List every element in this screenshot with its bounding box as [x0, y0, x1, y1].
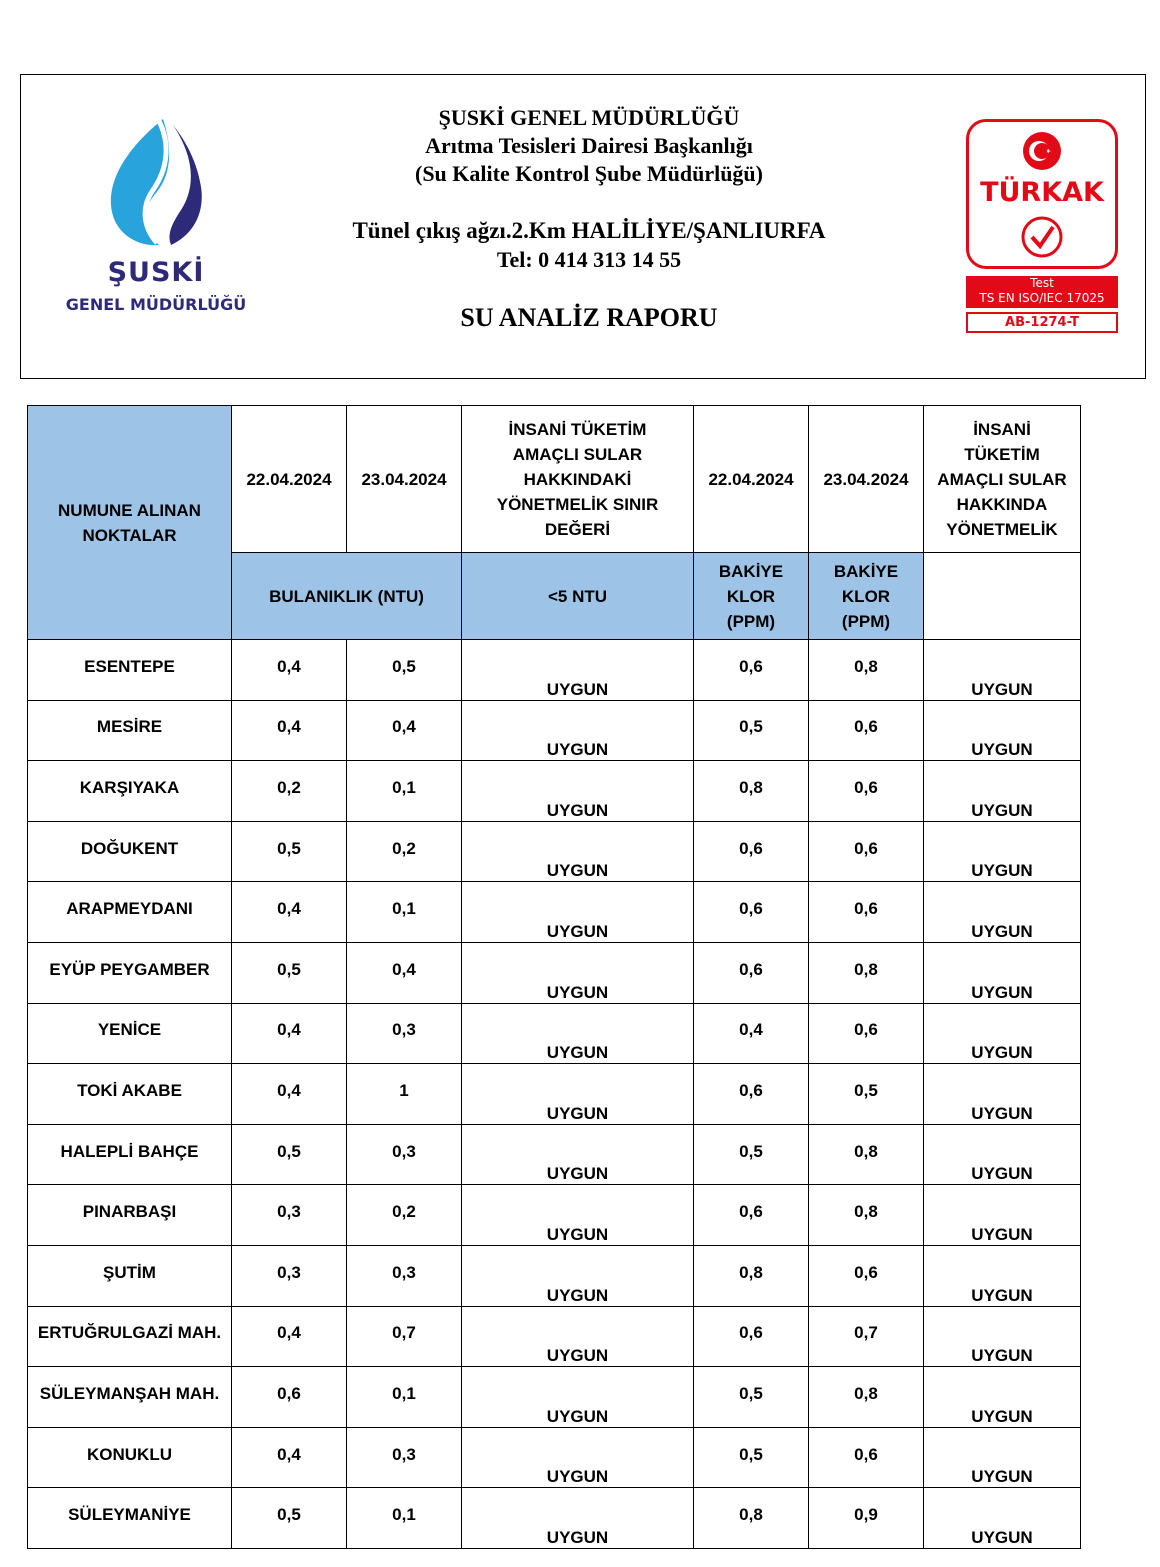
chlorine-status — [924, 640, 1081, 701]
turbidity-value-2-text: 0,4 — [392, 959, 416, 979]
chlorine-value-2-text: 0,5 — [854, 1080, 878, 1100]
col-date-4: 23.04.2024 — [809, 406, 924, 553]
sample-point-name-text: YENİCE — [97, 1020, 162, 1040]
sample-point-name — [28, 1124, 232, 1185]
turbidity-value-1-text: 0,5 — [277, 1141, 301, 1161]
table-row — [28, 1245, 1081, 1306]
turbidity-value-1 — [232, 1064, 347, 1125]
table-row — [28, 1185, 1081, 1246]
turbidity-value-1 — [232, 1306, 347, 1367]
table-row — [28, 1488, 1081, 1549]
chlorine-value-1-text: 0,5 — [739, 1383, 763, 1403]
col-turbidity-limit-title: İNSANİ TÜKETİM AMAÇLI SULAR HAKKINDAKİ YÖNETMELİK SINIR DEĞERİ — [462, 406, 694, 553]
turbidity-status-text: UYGUN — [546, 1467, 609, 1487]
turbidity-value-2-text: 0,1 — [392, 1505, 416, 1525]
turbidity-status-text: UYGUN — [546, 982, 609, 1002]
chlorine-value-2 — [809, 1488, 924, 1549]
chlorine-value-1-text: 0,5 — [739, 1141, 763, 1161]
chlorine-status — [924, 1306, 1081, 1367]
turbidity-status-text: UYGUN — [546, 1527, 609, 1547]
sample-point-name — [28, 1245, 232, 1306]
sample-point-name-text: SÜLEYMANİYE — [68, 1505, 191, 1525]
sample-point-name-text: PINARBAŞI — [82, 1202, 177, 1222]
chlorine-status — [924, 1185, 1081, 1246]
chlorine-status-text: UYGUN — [971, 1285, 1033, 1305]
chlorine-value-2 — [809, 1427, 924, 1488]
turbidity-status — [462, 882, 694, 943]
chlorine-status-text: UYGUN — [971, 679, 1033, 699]
sample-point-name-text: EYÜP PEYGAMBER — [49, 959, 210, 979]
sample-point-name-text: ŞUTİM — [103, 1262, 156, 1282]
turbidity-status-text: UYGUN — [546, 679, 609, 699]
turbidity-value-1 — [232, 700, 347, 761]
turbidity-status — [462, 821, 694, 882]
turbidity-value-1-text: 0,5 — [277, 959, 301, 979]
chlorine-value-1-text: 0,6 — [739, 959, 763, 979]
turbidity-value-1-text: 0,2 — [277, 777, 301, 797]
chlorine-status — [924, 1064, 1081, 1125]
sample-point-name-text: KARŞIYAKA — [79, 777, 180, 797]
chlorine-status — [924, 1427, 1081, 1488]
chlorine-value-2-text: 0,6 — [854, 717, 878, 737]
col-date-1: 22.04.2024 — [232, 406, 347, 553]
chlorine-value-2 — [809, 942, 924, 1003]
sample-point-name — [28, 1306, 232, 1367]
turbidity-value-2-text: 0,1 — [392, 1383, 416, 1403]
turbidity-value-2 — [347, 1306, 462, 1367]
table-row — [28, 821, 1081, 882]
chlorine-status-text: UYGUN — [971, 1406, 1033, 1426]
turkak-accreditation-logo — [966, 119, 1118, 337]
chlorine-value-2 — [809, 821, 924, 882]
turbidity-value-2 — [347, 1245, 462, 1306]
chlorine-status — [924, 882, 1081, 943]
chlorine-value-2 — [809, 1306, 924, 1367]
results-table — [27, 405, 1081, 1549]
chlorine-value-1-text: 0,6 — [739, 899, 763, 919]
turbidity-value-2-text: 0,1 — [392, 777, 416, 797]
turbidity-value-2 — [347, 761, 462, 822]
turbidity-value-1 — [232, 1245, 347, 1306]
chlorine-status — [924, 821, 1081, 882]
chlorine-value-2 — [809, 640, 924, 701]
col-date-3: 22.04.2024 — [694, 406, 809, 553]
regulation-empty-cell — [924, 553, 1081, 640]
turbidity-status — [462, 1306, 694, 1367]
chlorine-status-text: UYGUN — [971, 740, 1033, 760]
turbidity-limit: <5 NTU — [462, 553, 694, 640]
chlorine-value-1-text: 0,6 — [739, 1323, 763, 1343]
turbidity-value-1 — [232, 1003, 347, 1064]
turbidity-value-1 — [232, 942, 347, 1003]
turkak-standard: TS EN ISO/IEC 17025 — [979, 291, 1105, 305]
sample-point-name — [28, 1367, 232, 1428]
sample-point-name-text: ESENTEPE — [84, 656, 175, 676]
chlorine-value-1-text: 0,5 — [739, 717, 763, 737]
turbidity-status-text: UYGUN — [546, 1406, 609, 1426]
chlorine-value-2-text: 0,8 — [854, 656, 878, 676]
table-row — [28, 1003, 1081, 1064]
turbidity-value-2-text: 0,7 — [392, 1323, 416, 1343]
turbidity-value-2 — [347, 1003, 462, 1064]
chlorine-value-1-text: 0,6 — [739, 656, 763, 676]
org-name: ŞUSKİ GENEL MÜDÜRLÜĞÜ — [438, 105, 740, 130]
col-regulation: İNSANİ TÜKETİM AMAÇLI SULAR HAKKINDA YÖNETMELİK — [924, 406, 1081, 553]
sample-point-name-text: TOKİ AKABE — [77, 1080, 182, 1100]
chlorine-status — [924, 761, 1081, 822]
sample-point-name — [28, 761, 232, 822]
address: Tünel çıkış ağzı.2.Km HALİLİYE/ŞANLIURFA — [352, 218, 826, 243]
chlorine-status — [924, 1488, 1081, 1549]
turbidity-value-2-text: 0,5 — [392, 656, 416, 676]
chlorine-status-text: UYGUN — [971, 1346, 1033, 1366]
chlorine-value-2-text: 0,8 — [854, 1383, 878, 1403]
chlorine-label-1: BAKİYE KLOR (PPM) — [694, 553, 809, 640]
chlorine-value-1 — [694, 1306, 809, 1367]
turbidity-value-1 — [232, 1185, 347, 1246]
turbidity-value-2-text: 0,3 — [392, 1141, 416, 1161]
header-row-1 — [28, 406, 1081, 553]
turbidity-value-2-text: 1 — [399, 1080, 409, 1100]
sample-point-name — [28, 700, 232, 761]
chlorine-value-2 — [809, 1367, 924, 1428]
chlorine-status — [924, 1367, 1081, 1428]
turbidity-value-2-text: 0,1 — [392, 899, 416, 919]
chlorine-status-text: UYGUN — [971, 982, 1033, 1002]
chlorine-value-2-text: 0,8 — [854, 1202, 878, 1222]
turbidity-status-text: UYGUN — [546, 1346, 609, 1366]
turbidity-value-2 — [347, 640, 462, 701]
sample-point-name-text: HALEPLİ BAHÇE — [60, 1141, 199, 1161]
chlorine-status-text: UYGUN — [971, 800, 1033, 820]
col-date-2: 23.04.2024 — [347, 406, 462, 553]
turbidity-value-1-text: 0,4 — [277, 1080, 301, 1100]
sample-point-name-text: ARAPMEYDANI — [66, 899, 193, 919]
turbidity-status — [462, 640, 694, 701]
chlorine-status — [924, 700, 1081, 761]
turbidity-value-1-text: 0,3 — [277, 1262, 301, 1282]
chlorine-value-1 — [694, 1427, 809, 1488]
chlorine-value-1-text: 0,5 — [739, 1444, 763, 1464]
table-row — [28, 942, 1081, 1003]
turbidity-status-text: UYGUN — [546, 1224, 609, 1244]
turbidity-value-1-text: 0,5 — [277, 838, 301, 858]
sample-point-name — [28, 821, 232, 882]
sample-point-name-text: SÜLEYMANŞAH MAH. — [39, 1383, 220, 1403]
chlorine-value-2-text: 0,8 — [854, 1141, 878, 1161]
turbidity-value-1 — [232, 1488, 347, 1549]
turbidity-value-1-text: 0,4 — [277, 1444, 301, 1464]
sample-point-name — [28, 942, 232, 1003]
chlorine-status — [924, 1124, 1081, 1185]
turkak-code: AB-1274-T — [966, 312, 1118, 333]
turbidity-status — [462, 1245, 694, 1306]
turbidity-value-2-text: 0,2 — [392, 1202, 416, 1222]
turkak-brand: TÜRKAK — [980, 177, 1104, 208]
sample-point-name — [28, 882, 232, 943]
turbidity-value-2-text: 0,4 — [392, 717, 416, 737]
table-row — [28, 882, 1081, 943]
crescent-star-icon — [1022, 131, 1062, 171]
chlorine-value-1-text: 0,8 — [739, 1262, 763, 1282]
turbidity-value-1 — [232, 640, 347, 701]
table-row — [28, 761, 1081, 822]
turbidity-value-1 — [232, 882, 347, 943]
turbidity-status-text: UYGUN — [546, 1164, 609, 1184]
turbidity-status — [462, 1427, 694, 1488]
turbidity-status — [462, 1003, 694, 1064]
table-row — [28, 1124, 1081, 1185]
chlorine-status-text: UYGUN — [971, 1224, 1033, 1244]
turbidity-value-2 — [347, 1427, 462, 1488]
turbidity-value-2 — [347, 700, 462, 761]
logo-name: ŞUSKİ — [107, 257, 205, 288]
turbidity-status-text: UYGUN — [546, 1043, 609, 1063]
chlorine-value-1-text: 0,8 — [739, 777, 763, 797]
chlorine-value-1-text: 0,4 — [739, 1020, 763, 1040]
chlorine-status-text: UYGUN — [971, 861, 1033, 881]
chlorine-value-1-text: 0,8 — [739, 1505, 763, 1525]
chlorine-value-2 — [809, 882, 924, 943]
chlorine-value-1-text: 0,6 — [739, 1080, 763, 1100]
chlorine-status-text: UYGUN — [971, 1164, 1033, 1184]
chlorine-value-1 — [694, 821, 809, 882]
chlorine-value-2-text: 0,6 — [854, 1020, 878, 1040]
chlorine-value-2 — [809, 1185, 924, 1246]
turbidity-status — [462, 700, 694, 761]
chlorine-value-2-text: 0,6 — [854, 1444, 878, 1464]
turkak-test-band — [966, 276, 1118, 308]
table-row — [28, 640, 1081, 701]
turbidity-value-1 — [232, 761, 347, 822]
chlorine-status — [924, 1245, 1081, 1306]
turbidity-value-2 — [347, 821, 462, 882]
chlorine-value-1 — [694, 1488, 809, 1549]
chlorine-value-1-text: 0,6 — [739, 838, 763, 858]
chlorine-value-2 — [809, 761, 924, 822]
turbidity-status — [462, 761, 694, 822]
turbidity-value-1-text: 0,6 — [277, 1383, 301, 1403]
table-row — [28, 1306, 1081, 1367]
chlorine-status — [924, 1003, 1081, 1064]
chlorine-status-text: UYGUN — [971, 1527, 1033, 1547]
turbidity-value-2 — [347, 882, 462, 943]
turbidity-value-1-text: 0,4 — [277, 1323, 301, 1343]
turbidity-value-1-text: 0,5 — [277, 1505, 301, 1525]
table-row — [28, 700, 1081, 761]
branch: (Su Kalite Kontrol Şube Müdürlüğü) — [415, 161, 763, 186]
turbidity-value-1 — [232, 1124, 347, 1185]
turbidity-value-1-text: 0,4 — [277, 1020, 301, 1040]
turbidity-value-2 — [347, 1124, 462, 1185]
sample-point-name — [28, 1427, 232, 1488]
turbidity-status — [462, 942, 694, 1003]
col-sample-points: NUMUNE ALINAN NOKTALAR — [28, 406, 232, 640]
chlorine-value-1 — [694, 882, 809, 943]
turbidity-value-2-text: 0,3 — [392, 1444, 416, 1464]
turbidity-value-1 — [232, 821, 347, 882]
suski-logo — [61, 115, 251, 325]
turbidity-status — [462, 1124, 694, 1185]
chlorine-value-2-text: 0,6 — [854, 899, 878, 919]
turbidity-value-1-text: 0,4 — [277, 656, 301, 676]
chlorine-value-1 — [694, 1245, 809, 1306]
sample-point-name — [28, 1003, 232, 1064]
chlorine-value-1 — [694, 942, 809, 1003]
turbidity-status-text: UYGUN — [546, 921, 609, 941]
turbidity-value-2 — [347, 1064, 462, 1125]
turbidity-value-2-text: 0,2 — [392, 838, 416, 858]
turbidity-value-2-text: 0,3 — [392, 1020, 416, 1040]
chlorine-status-text: UYGUN — [971, 921, 1033, 941]
chlorine-value-1-text: 0,6 — [739, 1202, 763, 1222]
table-row — [28, 1427, 1081, 1488]
chlorine-value-1 — [694, 640, 809, 701]
chlorine-value-1 — [694, 1003, 809, 1064]
sample-point-name-text: KONUKLU — [87, 1444, 172, 1464]
turbidity-status-text: UYGUN — [546, 1103, 609, 1123]
logo-subtitle: GENEL MÜDÜRLÜĞÜ — [65, 295, 247, 314]
turbidity-status-text: UYGUN — [546, 740, 609, 760]
chlorine-value-2-text: 0,6 — [854, 1262, 878, 1282]
water-drop-icon — [101, 115, 211, 250]
turbidity-value-1-text: 0,3 — [277, 1202, 301, 1222]
chlorine-status-text: UYGUN — [971, 1103, 1033, 1123]
sample-point-name — [28, 1064, 232, 1125]
turbidity-status — [462, 1185, 694, 1246]
chlorine-value-2-text: 0,6 — [854, 838, 878, 858]
turbidity-status-text: UYGUN — [546, 800, 609, 820]
chlorine-value-2 — [809, 700, 924, 761]
chlorine-value-2-text: 0,7 — [854, 1323, 878, 1343]
chlorine-value-2-text: 0,6 — [854, 777, 878, 797]
turbidity-status — [462, 1488, 694, 1549]
turbidity-value-1 — [232, 1427, 347, 1488]
turbidity-status — [462, 1064, 694, 1125]
turbidity-status-text: UYGUN — [546, 1285, 609, 1305]
turbidity-value-2 — [347, 942, 462, 1003]
chlorine-value-2-text: 0,8 — [854, 959, 878, 979]
chlorine-value-2-text: 0,9 — [854, 1505, 878, 1525]
turbidity-value-2 — [347, 1367, 462, 1428]
chlorine-status-text: UYGUN — [971, 1043, 1033, 1063]
turbidity-value-1 — [232, 1367, 347, 1428]
turkak-test-label: Test — [1030, 276, 1054, 290]
chlorine-status-text: UYGUN — [971, 1467, 1033, 1487]
report-title: SU ANALİZ RAPORU — [460, 303, 718, 332]
turbidity-value-2 — [347, 1488, 462, 1549]
chlorine-value-2 — [809, 1064, 924, 1125]
chlorine-value-1 — [694, 761, 809, 822]
chlorine-value-2 — [809, 1003, 924, 1064]
department: Arıtma Tesisleri Dairesi Başkanlığı — [425, 133, 753, 158]
chlorine-value-1 — [694, 1367, 809, 1428]
sample-point-name-text: ERTUĞRULGAZİ MAH. — [37, 1323, 222, 1343]
turbidity-value-1-text: 0,4 — [277, 899, 301, 919]
chlorine-value-2 — [809, 1245, 924, 1306]
turbidity-status — [462, 1367, 694, 1428]
sample-point-name — [28, 1185, 232, 1246]
sample-point-name — [28, 1488, 232, 1549]
turbidity-value-1-text: 0,4 — [277, 717, 301, 737]
chlorine-value-2 — [809, 1124, 924, 1185]
turbidity-label: BULANIKLIK (NTU) — [232, 553, 462, 640]
chlorine-label-2: BAKİYE KLOR (PPM) — [809, 553, 924, 640]
turbidity-value-2 — [347, 1185, 462, 1246]
sample-point-name-text: DOĞUKENT — [80, 838, 179, 858]
chlorine-value-1 — [694, 1064, 809, 1125]
table-row — [28, 1064, 1081, 1125]
sample-point-name — [28, 640, 232, 701]
report-header — [20, 74, 1146, 379]
turbidity-value-2-text: 0,3 — [392, 1262, 416, 1282]
phone: Tel: 0 414 313 14 55 — [496, 247, 682, 272]
chlorine-value-1 — [694, 700, 809, 761]
table-row — [28, 1367, 1081, 1428]
sample-point-name-text: MESİRE — [96, 717, 163, 737]
chlorine-status — [924, 942, 1081, 1003]
check-icon — [1020, 215, 1064, 259]
chlorine-value-1 — [694, 1124, 809, 1185]
chlorine-value-1 — [694, 1185, 809, 1246]
turbidity-status-text: UYGUN — [546, 861, 609, 881]
